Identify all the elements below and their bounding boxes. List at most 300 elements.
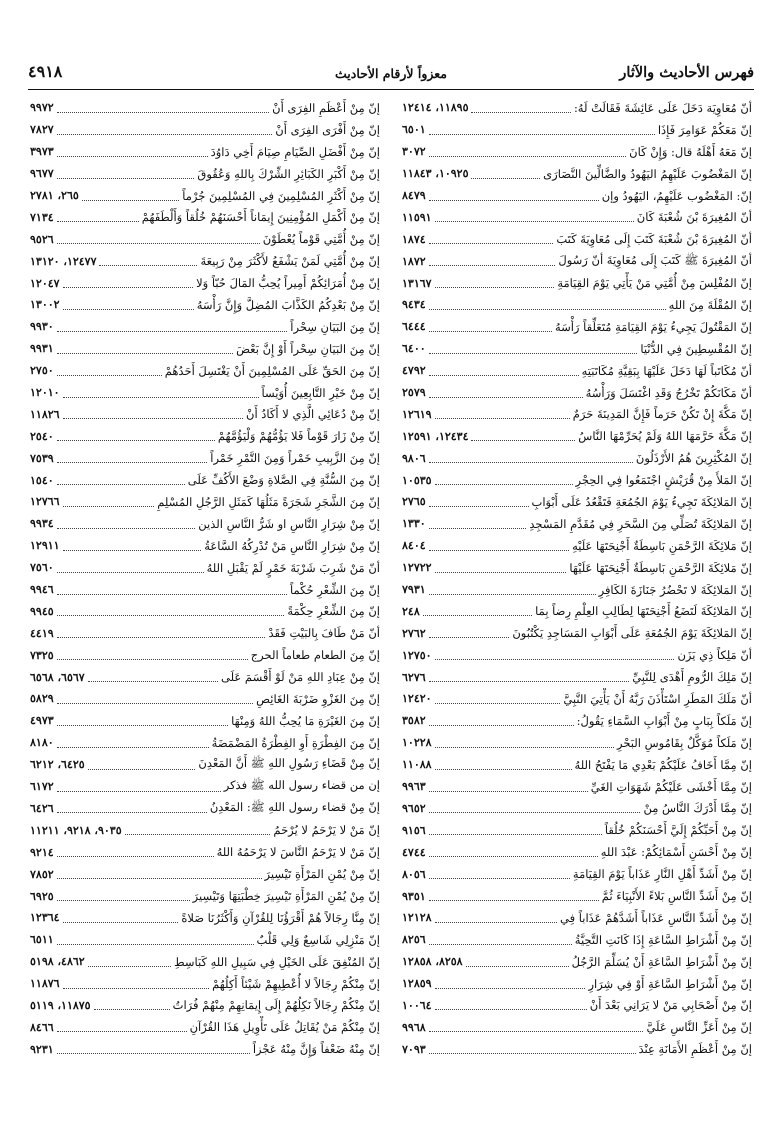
index-entry — [402, 688, 752, 710]
entry-ref: ٤٨٦٢، ٥١٩٨ — [30, 955, 85, 969]
index-entry — [30, 403, 380, 425]
entry-text: إنّ المَلائِكَةَ لَتَضَعُ أَجْنِحَتَهَا لِطَالِبِ العِلْمِ رِضاً بِمَا — [535, 604, 752, 619]
entry-text: إنّ المُكْثِرِينَ هُمُ الأَرْذَلُونَ — [635, 451, 752, 466]
index-entry — [30, 776, 380, 798]
index-entry — [402, 360, 752, 382]
entry-ref: ٩٩٧٢ — [30, 101, 54, 115]
index-entry — [30, 360, 380, 382]
entry-ref: ٤٤١٩ — [30, 626, 54, 640]
index-entry — [402, 447, 752, 469]
index-entry — [30, 294, 380, 316]
index-entry — [30, 1016, 380, 1038]
entry-text: إنّ المَلائِكَةَ يَوْمَ الجُمُعَةِ عَلَى أَبْوَابِ المَسَاجِدِ يَكْتُبُونَ — [512, 626, 752, 641]
index-entry — [30, 951, 380, 973]
index-entry — [30, 491, 380, 513]
entry-text: إنّ المُفْلِسَ مِنْ أُمَّتِي مَنْ يَأْتِي يَوْمَ القِيَامَةِ — [557, 276, 752, 291]
entry-ref: ٨٤٦٦ — [30, 1020, 54, 1034]
leader-dots — [57, 790, 221, 792]
index-entry — [402, 885, 752, 907]
leader-dots — [57, 155, 208, 157]
entry-text: أنّ مُعَاوِيَة دَخَلَ عَلَى عَائِشَةَ فَقَالَتْ لَهُ: — [573, 100, 752, 115]
entry-ref: ٩١٥٦ — [402, 823, 426, 837]
leader-dots — [429, 199, 599, 201]
leader-dots — [435, 286, 555, 288]
entry-ref: ٢٦٥، ٢٧٨١ — [30, 189, 79, 202]
entry-text: إنّ مِنْ أَكْمَلِ المُؤْمِنِينَ إِيمَاناً أَحْسَنَهُمْ خُلُقاً وَأَلْطَفَهُمْ — [141, 210, 380, 225]
entry-ref: ١٨٧٢ — [402, 254, 426, 268]
entry-ref: ٢٥٤٠ — [30, 429, 54, 443]
entry-text: أنّ مُكَاتَباً لَهَا دَخَلَ عَلَيْهَا بِبَقِيَّةِ مُكَاتَبَتِهِ — [581, 363, 752, 378]
index-entry — [402, 644, 752, 666]
entry-ref: ٩٨٠٦ — [402, 451, 426, 465]
index-entry — [30, 425, 380, 447]
entry-text: إنّ مَنْزِلِي شَاسِعٌ وَلِي قَلْبٌ — [256, 932, 380, 947]
entry-text: أنّ المُغِيرَةَ بْنَ شُعْبَةَ كَانَ — [636, 210, 752, 225]
entry-ref: ٩٣٥١ — [402, 889, 426, 903]
leader-dots — [63, 286, 194, 288]
index-entry — [402, 272, 752, 294]
entry-ref: ١٢٨٥٩ — [402, 977, 432, 991]
index-entry — [30, 272, 380, 294]
leader-dots — [435, 1008, 587, 1010]
index-entry — [402, 535, 752, 557]
leader-dots — [57, 133, 273, 135]
entry-ref: ٦٩٢٥ — [30, 889, 54, 903]
leader-dots — [88, 768, 196, 770]
entry-ref: ٣٠٧٢ — [402, 145, 426, 159]
entry-ref: ١٢٩١١ — [30, 539, 60, 553]
entry-ref: ٧٩٣١ — [402, 583, 426, 597]
entry-ref: ١٢٧٢٢ — [402, 561, 432, 575]
entry-text: إنّ مِنَ الشِّعْرِ حِكْمَةً — [287, 604, 380, 619]
entry-text: إنّ مِنْ أُمَّتِي لَمَنْ يَشْفَعُ لأَكْثَرَ مِنْ رَبِيعَةَ — [200, 254, 380, 269]
entry-ref: ٢٧٦٢ — [402, 626, 426, 640]
leader-dots — [63, 505, 155, 507]
index-entry — [30, 206, 380, 228]
entry-ref: ١٠٠٦٤ — [402, 998, 432, 1012]
left-column — [30, 97, 380, 1060]
entry-text: إنّ المَلائِكَةَ لا تَحْضُرُ جَنَازَةَ الكَافِرِ — [598, 582, 752, 597]
entry-ref: ٨٢٥٨، ١٢٨٥٨ — [402, 955, 463, 969]
entry-ref: ٦٤٠٠ — [402, 342, 426, 356]
entry-ref: ١١٨٢٦ — [30, 407, 60, 421]
index-entry — [402, 141, 752, 163]
index-entry — [402, 316, 752, 338]
leader-dots — [57, 877, 262, 879]
index-entry — [402, 206, 752, 228]
leader-dots — [57, 177, 195, 179]
leader-dots — [429, 1030, 644, 1032]
leader-dots — [435, 702, 561, 704]
index-entry — [402, 513, 752, 535]
entry-ref: ٧٥٦٠ — [30, 561, 54, 575]
entry-text: أنّ مَكَانَكُمْ تَخْرُجُ وَقَدِ اغْتَسَلَ وَرَأْسُهُ — [585, 385, 752, 400]
entry-text: إنّ مِنَ الحَقِّ عَلَى المُسْلِمِينَ أَنْ يَغْتَسِلَ أَحَدُهُمْ — [164, 363, 380, 378]
entry-ref: ١٠٢٢٨ — [402, 736, 432, 750]
entry-ref: ٣٥٨٢ — [402, 714, 426, 728]
leader-dots — [429, 593, 596, 595]
leader-dots — [429, 155, 626, 157]
leader-dots — [57, 111, 270, 113]
leader-dots — [63, 308, 194, 310]
index-entry — [30, 557, 380, 579]
entry-ref: ١٣٠٠٢ — [30, 298, 60, 312]
entry-ref: ١٢٧٥٠ — [402, 648, 432, 662]
index-entry — [30, 885, 380, 907]
leader-dots — [435, 768, 572, 770]
entry-ref: ١١٨٧٦ — [30, 977, 60, 991]
entry-text: أنّ مَلَكَ المَطَرِ اسْتَأْذَنَ رَبَّهُ أَنْ يَأْتِيَ النَّبِيَّ — [563, 691, 752, 706]
entry-ref: ٥٨٢٩ — [30, 692, 54, 706]
entry-text: أنّ مَلِكاً ذِي يَزَن — [677, 648, 752, 663]
index-entry — [30, 973, 380, 995]
entry-ref: ٧٨٥٢ — [30, 867, 54, 881]
index-entry — [402, 841, 752, 863]
entry-text: إنّ مِنْ أَشْرَاطِ السَّاعَةِ إِذَا كَانَتِ التَّحِيَّةُ — [574, 932, 752, 947]
entry-text: إنّ مِنْ قضاء رسول اللهِ ﷺ: المَعْدِنُ — [209, 799, 380, 814]
entry-ref: ٢٧٥٠ — [30, 364, 54, 378]
index-entry — [402, 185, 752, 207]
entry-ref: ٩٩٦٣ — [402, 780, 426, 794]
leader-dots — [429, 855, 598, 857]
leader-dots — [429, 505, 529, 507]
leader-dots — [429, 1052, 636, 1054]
entry-ref: ٦٤٢٦ — [30, 801, 54, 815]
entry-text: إنّ مَلائِكَةَ الرَّحْمَنِ بَاسِطَةٌ أَجْنِحَتَهَا عَلَيْهَا — [569, 560, 752, 575]
entry-text: إنّ مِنَّا رِجَالاً هُمْ أَقْرَؤُنَا لِلقُرْآنِ وَأَكْثَرُنَا صَلاةً — [181, 910, 380, 925]
leader-dots — [429, 461, 633, 463]
entry-ref: ١٣٣٠ — [402, 517, 426, 531]
entry-text: إنّ مِنْ أَكْبَرِ الكَبَائِرِ الشِّرْكَ بِاللهِ وَعُقُوقَ — [197, 166, 380, 181]
leader-dots — [63, 417, 243, 419]
index-entry — [30, 1038, 380, 1060]
entry-ref: ٨٤٧٩ — [402, 189, 426, 202]
index-entry — [30, 97, 380, 119]
index-entry — [402, 600, 752, 622]
entry-text: إنّ مِنْ أَشْرَاطِ السَّاعَةِ أَنْ يُسَلِّمَ الرَّجُلُ — [571, 954, 752, 969]
leader-dots — [435, 921, 557, 923]
entry-ref: ٩٥٢٦ — [30, 232, 54, 246]
entry-ref: ٨٢٥٦ — [402, 933, 426, 947]
index-entry — [30, 907, 380, 929]
entry-ref: ٤٧٩٢ — [402, 364, 426, 378]
entry-ref: ٩٩٤٦ — [30, 583, 54, 597]
entry-text: إنّ مَلائِكَةَ الرَّحْمَنِ بَاسِطَةٌ أَجْنِحَتَهَا عَلَيْهِ — [572, 538, 752, 553]
leader-dots — [429, 527, 527, 529]
entry-ref: ٧٠٩٣ — [402, 1042, 426, 1056]
index-entry — [402, 907, 752, 929]
leader-dots — [471, 111, 570, 113]
index-entry — [402, 163, 752, 185]
entry-text: إنّ المَقْتُولَ يَجِيءُ يَوْمَ القِيَامَةِ مُتَعَلِّقاً رَأْسَهُ — [554, 319, 752, 334]
entry-text: إنّ مِنْ أَشْرَاطِ السَّاعَةِ أَوْ فِي شِرَارِ — [588, 976, 752, 991]
index-entry — [402, 863, 752, 885]
entry-text: إنّ مِنْ يُمْنِ المَرْأَةِ تَيْسِيرَ — [264, 867, 380, 882]
entry-ref: ٩٠٣٥، ٩٢١٨، ١١٢١١ — [30, 823, 122, 837]
entry-text: إنّ مِنْ أَعَزِّ النَّاسِ عَلَيَّ — [646, 1020, 752, 1035]
index-entry — [402, 798, 752, 820]
leader-dots — [57, 943, 254, 945]
entry-ref: ٦٤٤٤ — [402, 320, 426, 334]
entry-ref: ١٣١٦٧ — [402, 276, 432, 290]
entry-text: إنّ مِنَ الغَزْوِ ضَرْبَةَ الغَائِصِ — [256, 691, 380, 706]
entry-text: إنّ مِنْهُ ضَعْفاً وَإِنَّ مِنْهُ عَجْزاً — [252, 1042, 380, 1057]
index-entry — [402, 557, 752, 579]
entry-text: أنّ مَنْ شَرِبَ شَرْبَةَ خَمْرٍ لَمْ يَقْبَلِ اللهُ — [206, 560, 380, 575]
entry-text: إنّ مِنَ السُّنَّةِ فِي الصَّلاةِ وَضْعَ الأَكُفِّ عَلَى — [187, 473, 380, 488]
leader-dots — [57, 724, 229, 726]
entry-text: إنّ مِنْ دُعَائِي الَّذِي لا أَكَادُ أَنْ — [246, 407, 380, 422]
leader-dots — [466, 965, 569, 967]
entry-text: أنّ المُغِيرَةَ بْنَ شُعْبَةَ كَتَبَ إِلَى مُعَاوِيَةَ كَتَبَ — [556, 232, 752, 247]
entry-text: إنّ مِمَّا أَخْشَى عَلَيْكُمْ شَهَوَاتِ الغَيِّ — [590, 779, 752, 794]
leader-dots — [429, 943, 572, 945]
leader-dots — [99, 264, 197, 266]
entry-text: إنّ مِنْ قَضَاءِ رَسُولِ اللهِ ﷺ أَنَّ المَعْدِنَ — [198, 756, 380, 771]
entry-text: إنّ مَلِكَ الرُّومِ أَهْدَى لِلنَّبِيِّ — [632, 670, 752, 685]
leader-dots — [57, 899, 190, 901]
entry-text: إنّ مِنْ شِرَارِ النَّاسِ او شَرُّ النَّاسِ الذين — [198, 516, 380, 531]
entry-text: إنّ مِنْ زَارَ قَوْماً فَلا يَؤُمُّهُمْ وَلْيَؤُمَّهُمْ — [217, 429, 380, 444]
index-entry — [402, 228, 752, 250]
index-entry — [30, 995, 380, 1017]
leader-dots — [94, 1008, 170, 1010]
leader-dots — [57, 483, 185, 485]
leader-dots — [57, 330, 288, 332]
book-title: فهرس الأحاديث والآثار — [619, 64, 754, 81]
leader-dots — [57, 461, 208, 463]
leader-dots — [429, 549, 569, 551]
entry-ref: ١٨٧٤ — [402, 232, 426, 246]
index-entry — [30, 644, 380, 666]
entry-text: إنّ مِنْ خَيْرِ التَّابِعِينَ أُوَيْساً — [261, 385, 380, 400]
leader-dots — [429, 242, 554, 244]
leader-dots — [429, 264, 556, 266]
entry-text: إنّ: المَغْضُوب عَلَيْهِمُ، اليَهُودُ وإن — [601, 188, 752, 203]
entry-text: إنّ مِنَ الغَيْرَةِ مَا يُحِبُّ اللهُ وَمِنْهَا — [231, 713, 380, 728]
entry-ref: ٩٩٣٤ — [30, 517, 54, 531]
entry-text: إنّ مَلَكاً بِبَابٍ مِنْ أَبْوَابِ السَّمَاءِ يَقُولُ: — [576, 713, 752, 728]
index-entry — [402, 951, 752, 973]
index-entry — [30, 338, 380, 360]
entry-text: إنّ مِنْ أَفْضَلِ الصِّيَامِ صِيَامَ أَخِي دَاوُدَ — [210, 144, 380, 159]
leader-dots — [57, 374, 162, 376]
entry-ref: ٧١٣٤ — [30, 210, 54, 224]
entry-text: إنّ مِنَ البَيَانِ سِحْراً أَوْ إِنَّ بَعْضَ — [236, 341, 380, 356]
entry-ref: ٦١٧٢ — [30, 780, 54, 794]
entry-ref: ٤٧٤٤ — [402, 845, 426, 859]
entry-ref: ١١٨٩٥، ١٢٤١٤ — [402, 101, 469, 115]
index-entry — [402, 1038, 752, 1060]
entry-text: إنّ مِنْ شِرَارِ النَّاسِ مَنْ تُدْرِكُهُ السَّاعَةُ — [204, 538, 380, 553]
index-entry — [402, 579, 752, 601]
entry-text: إنّ مِنْ أَحْسَنِ أَسْمَائِكُمْ: عَبْدَ اللهِ — [600, 845, 752, 860]
entry-ref: ٢٧٦٥ — [402, 495, 426, 509]
entry-ref: ٦٤٢٥، ٦٢١٢ — [30, 758, 85, 772]
entry-ref: ١٠٥٣٥ — [402, 473, 432, 487]
leader-dots — [57, 1030, 187, 1032]
entry-ref: ٤٩٧٣ — [30, 714, 54, 728]
index-entry — [30, 666, 380, 688]
entry-text: إنّ مِمَّا أَدْرَكَ النَّاسُ مِنْ — [643, 801, 752, 816]
leader-dots — [57, 636, 266, 638]
index-entry — [402, 250, 752, 272]
leader-dots — [429, 811, 641, 813]
entry-text: إنّ مِنْ أَحَبِّكُمْ إِلَيَّ أَحْسَنَكُمْ خُلُقاً — [604, 823, 752, 838]
leader-dots — [82, 199, 179, 201]
index-entry — [402, 929, 752, 951]
entry-ref: ٩٢١٤ — [30, 845, 54, 859]
entry-ref: ٢٥٧٩ — [402, 386, 426, 400]
entry-text: إنّ مِنْ أَشَدِّ النَّاسِ عَذَاباً أَشَدَّهُمْ عَذَاباً فِي — [560, 910, 752, 925]
entry-ref: ١٢٠٤٧ — [30, 276, 60, 290]
entry-text: إنّ مِنْكُمْ رِجَالاً نَكِلُهُمْ إِلَى إِيمَانِهِمْ مِنْهُمْ فُرَاتُ — [172, 998, 380, 1013]
index-entry — [30, 316, 380, 338]
index-entry — [30, 798, 380, 820]
entry-text: إنّ مِنَ الزَّبِيبِ خَمْراً وَمِنَ التَّمْرِ خَمْراً — [210, 451, 380, 466]
index-entry — [30, 185, 380, 207]
entry-text: إنّ مِنْ أَكْثَرِ المُسْلِمِينَ فِي المُسْلِمِينَ جُرْماً — [182, 188, 380, 203]
entry-ref: ١٢١٢٨ — [402, 911, 432, 925]
entry-ref: ١٢٠١٠ — [30, 386, 60, 400]
entry-ref: ١٢٦١٩ — [402, 407, 432, 421]
entry-ref: ٩٦٥٢ — [402, 801, 426, 815]
leader-dots — [429, 680, 630, 682]
index-entry — [30, 732, 380, 754]
leader-dots — [88, 965, 171, 967]
index-entry — [30, 382, 380, 404]
leader-dots — [57, 220, 139, 222]
entry-text: إنّ مِنْ أُمَرَائِكُمْ أَمِيراً يُحِبُّ المَالَ حُبّاً وَلا — [196, 276, 380, 291]
entry-text: إنّ مِنْ أَصْحَابِي مَنْ لا يَرَانِي بَعْدَ أَنْ — [589, 998, 752, 1013]
entry-text: إنّ مِنْ أَفْرَى الفِرَى أَنْ — [275, 122, 380, 137]
index-entry — [30, 929, 380, 951]
leader-dots — [57, 1052, 250, 1054]
index-entry — [30, 754, 380, 776]
entry-text: إنّ المَغْضُوبَ عَلَيْهِمُ اليَهُودُ والضَّالِّينَ النَّصَارَى — [543, 166, 752, 181]
entry-ref: ٨١٨٠ — [30, 736, 54, 750]
entry-text: إنّ مِنْكُمْ مَنْ يُقَاتِلُ عَلَى تَأْوِيلِ هَذَا القُرْآنِ — [189, 1020, 380, 1035]
index-entry — [30, 469, 380, 491]
entry-text: إنّ المَلائِكَةَ تَجِيءُ يَوْمَ الجُمُعَةِ فَتَقْعُدُ عَلَى أَبْوَابِ — [531, 494, 752, 509]
entry-text: إنّ المَلأَ مِنْ قُرَيْشٍ اجْتَمَعُوا فِي الحِجْرِ — [575, 473, 752, 488]
entry-text: إنّ مِنْ أَشَدِّ أَهْلِ النَّارِ عَذَاباً يَوْمَ القِيَامَةِ — [572, 867, 752, 882]
index-entry — [30, 688, 380, 710]
page-number: ٤٩١٨ — [28, 62, 63, 81]
entry-text: إنّ مَكَّةَ إِنْ تَكُنْ حَرَماً فَإِنَّ المَدِينَةَ حَرَمٌ — [572, 407, 752, 422]
entry-text: إنّ مَعَكُمْ عَوَامِرَ فَإِذَا — [657, 122, 752, 137]
entry-ref: ١٢٤٧٧، ١٣١٢٠ — [30, 254, 97, 268]
index-entry — [402, 119, 752, 141]
page-header — [28, 60, 754, 86]
entry-text: إنّ مَنْ لا يَرْحَمُ لا يُرْحَمُ — [273, 823, 380, 838]
leader-dots — [429, 352, 638, 354]
entry-ref: ١١٥٩١ — [402, 210, 432, 224]
entry-ref: ٩٤٣٤ — [402, 298, 426, 312]
index-entry — [402, 732, 752, 754]
header-rule — [28, 89, 754, 90]
entry-text: إنّ مِنْ أُمَّتِي قَوْماً يُعْطَوْنَ — [262, 232, 380, 247]
leader-dots — [429, 790, 588, 792]
entry-ref: ٩٦٧٧ — [30, 167, 54, 181]
index-entry — [30, 141, 380, 163]
entry-text: إنّ مِنْ بَعْدِكُمُ الكَذَّابَ المُضِلَّ وَإِنَّ رَأْسَهُ — [196, 297, 380, 312]
entry-text: إنّ مِنَ الفِطْرَةِ أَوِ الفِطْرَةُ المَضْمَضَةُ — [211, 735, 380, 750]
entry-text: إنّ المُقْسِطِينَ فِي الدُّنْيَا — [640, 341, 752, 356]
entry-text: إنّ مِنَ البَيَانِ سِحْراً — [290, 319, 380, 334]
entry-ref: ٦٢٧٦ — [402, 670, 426, 684]
index-entry — [402, 1016, 752, 1038]
leader-dots — [435, 417, 570, 419]
leader-dots — [57, 855, 214, 857]
index-entry — [402, 819, 752, 841]
index-entry — [30, 535, 380, 557]
leader-dots — [57, 527, 196, 529]
index-entry — [402, 973, 752, 995]
index-entry — [30, 250, 380, 272]
leader-dots — [57, 614, 285, 616]
entry-ref: ٩٩٣١ — [30, 342, 54, 356]
index-entry — [402, 776, 752, 798]
leader-dots — [63, 921, 179, 923]
leader-dots — [57, 593, 287, 595]
entry-text: إنّ مِنْ أَعْظَمِ الفِرَى أَنْ — [272, 100, 380, 115]
entry-text: إنّ مَنْ لا يَرْحَمُ النَّاسَ لا يَرْحَمُهُ اللهُ — [216, 845, 380, 860]
leader-dots — [57, 352, 233, 354]
leader-dots — [57, 746, 209, 748]
entry-ref: ٦٥٠١ — [402, 123, 426, 137]
index-entry — [30, 579, 380, 601]
index-entry — [30, 841, 380, 863]
entry-text: إنّ مِنْ عِبَادِ اللهِ مَنْ لَوْ أَقْسَمَ عَلَى — [221, 670, 380, 685]
index-entry — [402, 403, 752, 425]
index-entry — [30, 622, 380, 644]
leader-dots — [435, 220, 634, 222]
leader-dots — [435, 571, 567, 573]
entry-text: إنّ مَلَكاً مُوَكَّلٌ بِقَامُوسِ البَحْرِ — [617, 735, 752, 750]
entry-text: إنّ مِنْكُمْ رِجَالاً لا أُعْطِيهِمْ شَيْئاً أَكِلُهُمْ — [212, 976, 380, 991]
entry-text: إنّ المَلائِكَةَ تُصَلِّي مِنَ السَّحَرِ فِي مُقَدَّمِ المَسْجِدِ — [529, 516, 752, 531]
index-entry — [402, 97, 752, 119]
leader-dots — [88, 680, 218, 682]
entry-text: إنّ مِنَ الطعام طعاماً الحرج — [250, 648, 380, 663]
entry-ref: ٩٩٦٨ — [402, 1020, 426, 1034]
index-entry — [30, 863, 380, 885]
index-entry — [402, 622, 752, 644]
entry-text: إنّ مَعَهُ أَهْلَهُ قال: وَإِنْ كَانَ — [629, 144, 752, 159]
index-entry — [402, 338, 752, 360]
index-entry — [30, 119, 380, 141]
leader-dots — [435, 658, 675, 660]
entry-text: إنّ مِمَّا أَخَافُ عَلَيْكُمْ بَعْدِي مَا يَفْتَحُ اللهُ — [574, 757, 752, 772]
entry-ref: ١١٠٨٨ — [402, 758, 432, 772]
index-entry — [30, 163, 380, 185]
entry-text: إن من قضاء رسول الله ﷺ فذكر — [223, 778, 380, 793]
entry-ref: ٨٠٥٦ — [402, 867, 426, 881]
entry-ref: ٦٥٦٧، ٦٥٦٨ — [30, 670, 85, 684]
entry-text: إنّ المُقْلَةَ مِنَ اللهِ — [668, 297, 752, 312]
leader-dots — [435, 483, 573, 485]
entry-ref: ١١٨٧٥، ٥١١٩ — [30, 998, 91, 1012]
entry-text: أنّ مَنْ طَافَ بِالبَيْتِ فَقَدْ — [268, 626, 380, 641]
leader-dots — [429, 636, 510, 638]
right-column — [402, 97, 752, 1060]
leader-dots — [125, 833, 271, 835]
leader-dots — [471, 439, 575, 441]
leader-dots — [471, 177, 540, 179]
index-entry — [30, 600, 380, 622]
index-entry — [30, 710, 380, 732]
